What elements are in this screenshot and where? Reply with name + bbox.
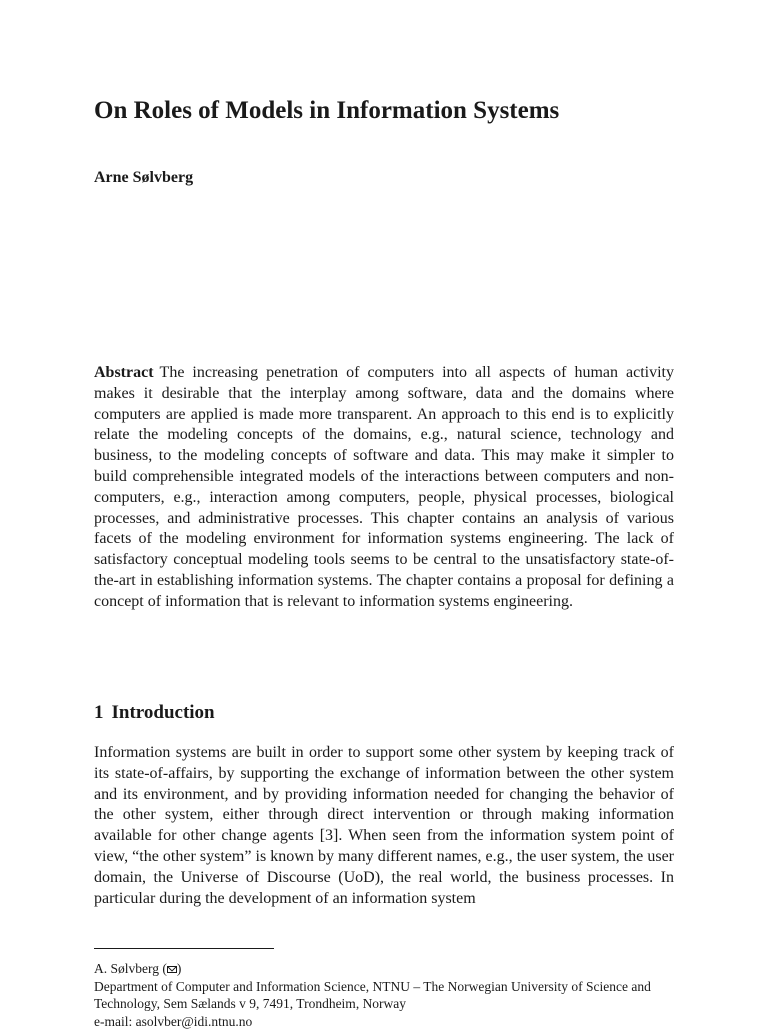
section-number: 1 [94,702,104,723]
paper-page [94,0,674,1024]
footnote-email: e-mail: asolvber@idi.ntnu.no [94,1013,674,1030]
footnote-author-line [94,960,674,978]
footnote-affiliation: Department of Computer and Information Science, NTNU – The Norwegian University of Science and Technology, Sem Sælands v 9, 7491, Trondheim, Norway [94,978,674,1013]
section-title: Introduction [112,702,215,723]
abstract [94,363,674,613]
author-name: Arne Sølvberg [94,168,193,188]
intro-paragraph: Information systems are built in order to support some other system by keeping track of its state-of-affairs, by supporting the exchange of information between the other system and its environment, and by providing information needed for changing the behavior of the other system, either through direct intervention or through making information available for other change agents [3]. When seen from the information system point of view, “the other system” is known by many different names, e.g., the user system, the user domain, the Universe of Discourse (UoD), the real world, the business processes. In particular during the development of an information system [94,743,674,909]
section-heading [94,701,215,725]
paper-title: On Roles of Models in Information Systems [94,95,559,127]
footnote-divider [94,948,274,949]
footnote-author: A. Sølvberg ( [94,961,167,976]
footnote-author-close: ) [177,961,182,976]
abstract-label: Abstract [94,364,154,381]
footnote [94,960,674,1030]
abstract-text: The increasing penetration of computers into all aspects of human activity makes it desirable that the interplay among software, data and the domains where computers are applied is made more transparent. An approach to this end is to explicitly relate the modeling concepts of the domains, e.g., natural science, technology and business, to the modeling concepts of software and data. This may make it simpler to build comprehensible integrated models of the interactions between computers and non-computers, e.g., interaction among computers, people, physical processes, biological processes, and administrative processes. This chapter contains an analysis of various facets of the modeling environment for information systems engineering. The lack of satisfactory conceptual modeling tools seems to be central to the unsatisfactory state-of-the-art in establishing information systems. The chapter contains a proposal for defining a concept of information that is relevant to information systems engineering. [94,364,674,610]
envelope-icon [167,966,177,973]
